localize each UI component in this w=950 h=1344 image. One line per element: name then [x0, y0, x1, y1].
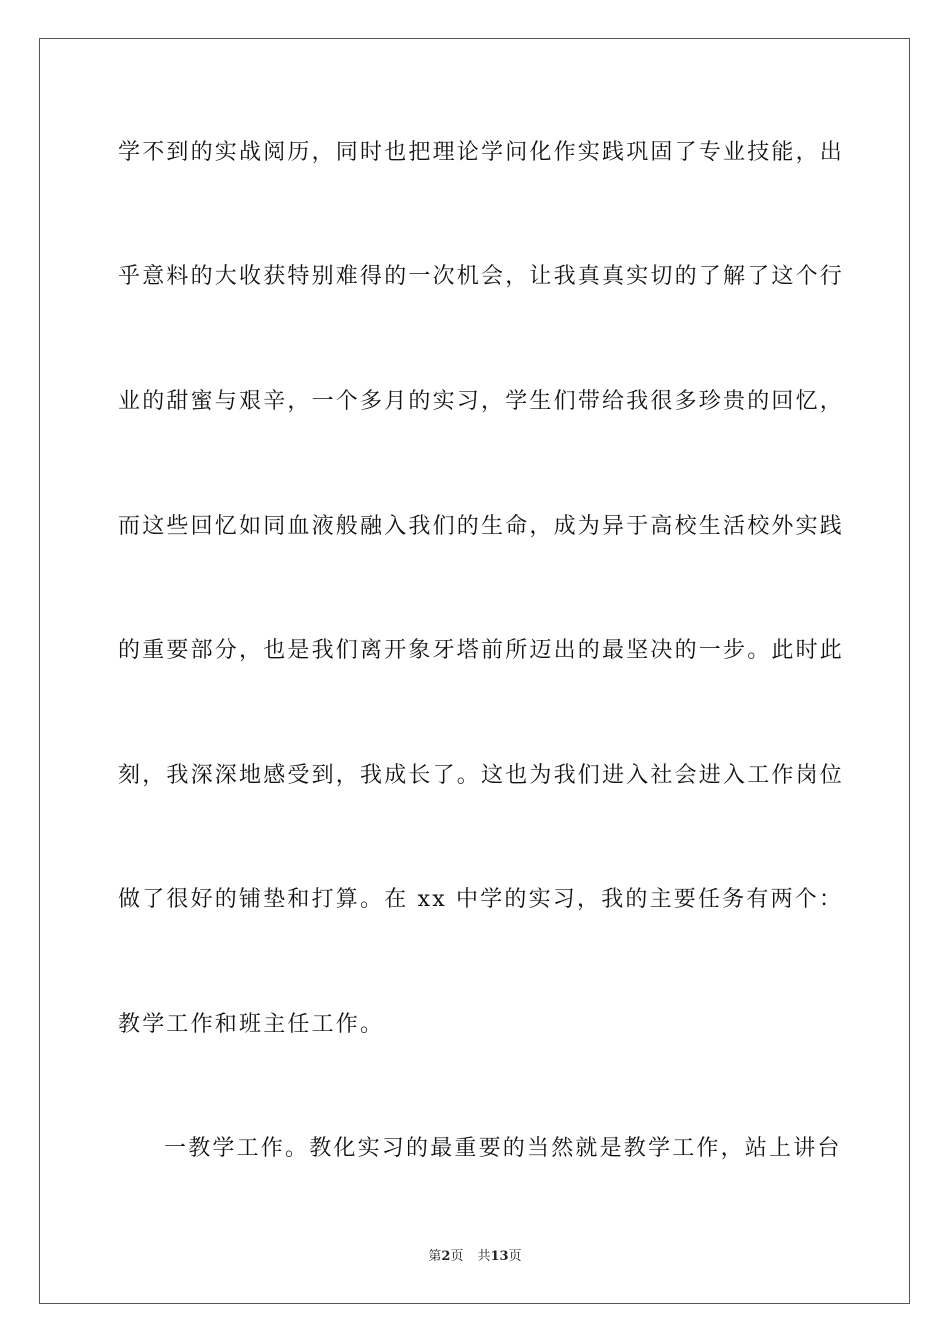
body-line-5: 的重要部分，也是我们离开象牙塔前所迈出的最坚决的一步。此时此 — [118, 638, 845, 663]
body-line-6: 刻，我深深地感受到，我成长了。这也为我们进入社会进入工作岗位 — [118, 763, 845, 788]
total-suffix: 页 — [508, 1249, 522, 1264]
body-line-7: 做了很好的铺垫和打算。在 xx 中学的实习，我的主要任务有两个： — [118, 887, 844, 912]
page-footer — [0, 1248, 950, 1266]
page-prefix: 第 — [428, 1249, 442, 1264]
total-prefix: 共 — [477, 1249, 491, 1264]
page-suffix: 页 — [450, 1249, 464, 1264]
page-border — [39, 38, 910, 1304]
total-pages: 13 — [490, 1249, 509, 1264]
body-line-2: 乎意料的大收获特别难得的一次机会，让我真真实切的了解了这个行 — [118, 264, 845, 289]
body-line-8: 教学工作和班主任工作。 — [118, 1012, 385, 1037]
body-line-1: 学不到的实战阅历，同时也把理论学问化作实践巩固了专业技能，出 — [118, 140, 845, 165]
body-line-3: 业的甜蜜与艰辛，一个多月的实习，学生们带给我很多珍贵的回忆， — [118, 389, 845, 414]
paragraph-start-line: 一教学工作。教化实习的最重要的当然就是教学工作，站上讲台 — [164, 1136, 842, 1161]
page-number: 2 — [441, 1249, 451, 1264]
body-line-4: 而这些回忆如同血液般融入我们的生命，成为异于高校生活校外实践 — [118, 514, 845, 539]
